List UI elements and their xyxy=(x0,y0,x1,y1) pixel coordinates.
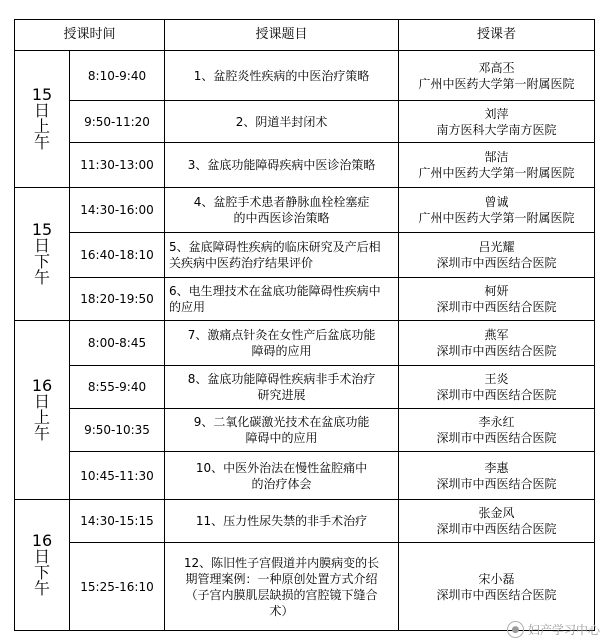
session-speaker: 邓高丕 广州中医药大学第一附属医院 xyxy=(399,51,595,101)
session-topic: 2、阴道半封闭术 xyxy=(165,101,399,143)
session-time: 15:25-16:10 xyxy=(70,543,165,631)
session-speaker: 曾诚 广州中医药大学第一附属医院 xyxy=(399,188,595,233)
table-row xyxy=(15,143,595,188)
day-15-pm: 15 日 下 午 xyxy=(15,188,70,321)
day-15-am: 15 日 上 午 xyxy=(15,51,70,188)
session-topic: 12、陈旧性子宫假道并内膜病变的长 期管理案例：一种原创处置方式介绍 （子宫内膜肌层缺损的宫腔镜下缝合 术） xyxy=(165,543,399,631)
day-16-am: 16 日 上 午 xyxy=(15,321,70,500)
session-speaker: 宋小磊 深圳市中西医结合医院 xyxy=(399,543,595,631)
session-topic: 9、二氧化碳激光技术在盆底功能 障碍中的应用 xyxy=(165,409,399,452)
table-row xyxy=(15,409,595,452)
header-row xyxy=(15,20,595,51)
session-time: 9:50-11:20 xyxy=(70,101,165,143)
watermark xyxy=(507,621,600,638)
session-topic: 8、盆底功能障碍性疾病非手术治疗 研究进展 xyxy=(165,366,399,409)
header-speaker: 授课者 xyxy=(399,20,595,51)
header-time: 授课时间 xyxy=(15,20,165,51)
session-time: 8:10-9:40 xyxy=(70,51,165,101)
table-row xyxy=(15,500,595,543)
table-row xyxy=(15,278,595,321)
session-topic: 11、压力性尿失禁的非手术治疗 xyxy=(165,500,399,543)
table-row xyxy=(15,366,595,409)
session-topic: 3、盆底功能障碍疾病中医诊治策略 xyxy=(165,143,399,188)
session-topic: 4、盆腔手术患者静脉血栓栓塞症 的中西医诊治策略 xyxy=(165,188,399,233)
table-row xyxy=(15,188,595,233)
session-topic: 6、电生理技术在盆底功能障碍性疾病中 的应用 xyxy=(165,278,399,321)
schedule-table xyxy=(14,19,595,631)
wechat-badge-icon: ● xyxy=(507,621,524,638)
session-speaker: 王炎 深圳市中西医结合医院 xyxy=(399,366,595,409)
session-speaker: 柯妍 深圳市中西医结合医院 xyxy=(399,278,595,321)
table-row xyxy=(15,543,595,631)
session-speaker: 李惠 深圳市中西医结合医院 xyxy=(399,452,595,500)
session-speaker: 郜洁 广州中医药大学第一附属医院 xyxy=(399,143,595,188)
session-time: 14:30-15:15 xyxy=(70,500,165,543)
watermark-text: 妇产学习中心 xyxy=(527,623,600,637)
session-speaker: 吕光耀 深圳市中西医结合医院 xyxy=(399,233,595,278)
table-row xyxy=(15,233,595,278)
table-row xyxy=(15,51,595,101)
session-time: 8:55-9:40 xyxy=(70,366,165,409)
session-time: 10:45-11:30 xyxy=(70,452,165,500)
session-time: 8:00-8:45 xyxy=(70,321,165,366)
table-row xyxy=(15,101,595,143)
session-speaker: 张金风 深圳市中西医结合医院 xyxy=(399,500,595,543)
session-speaker: 燕军 深圳市中西医结合医院 xyxy=(399,321,595,366)
header-topic: 授课题目 xyxy=(165,20,399,51)
session-topic: 5、盆底障碍性疾病的临床研究及产后相 关疾病中医药治疗结果评价 xyxy=(165,233,399,278)
session-time: 11:30-13:00 xyxy=(70,143,165,188)
session-speaker: 刘萍 南方医科大学南方医院 xyxy=(399,101,595,143)
table-row xyxy=(15,321,595,366)
day-16-pm: 16 日 下 午 xyxy=(15,500,70,631)
session-time: 16:40-18:10 xyxy=(70,233,165,278)
table-row xyxy=(15,452,595,500)
session-time: 18:20-19:50 xyxy=(70,278,165,321)
session-topic: 7、激痛点针灸在女性产后盆底功能 障碍的应用 xyxy=(165,321,399,366)
session-speaker: 李永红 深圳市中西医结合医院 xyxy=(399,409,595,452)
session-topic: 10、中医外治法在慢性盆腔痛中 的治疗体会 xyxy=(165,452,399,500)
session-topic: 1、盆腔炎性疾病的中医治疗策略 xyxy=(165,51,399,101)
session-time: 9:50-10:35 xyxy=(70,409,165,452)
session-time: 14:30-16:00 xyxy=(70,188,165,233)
